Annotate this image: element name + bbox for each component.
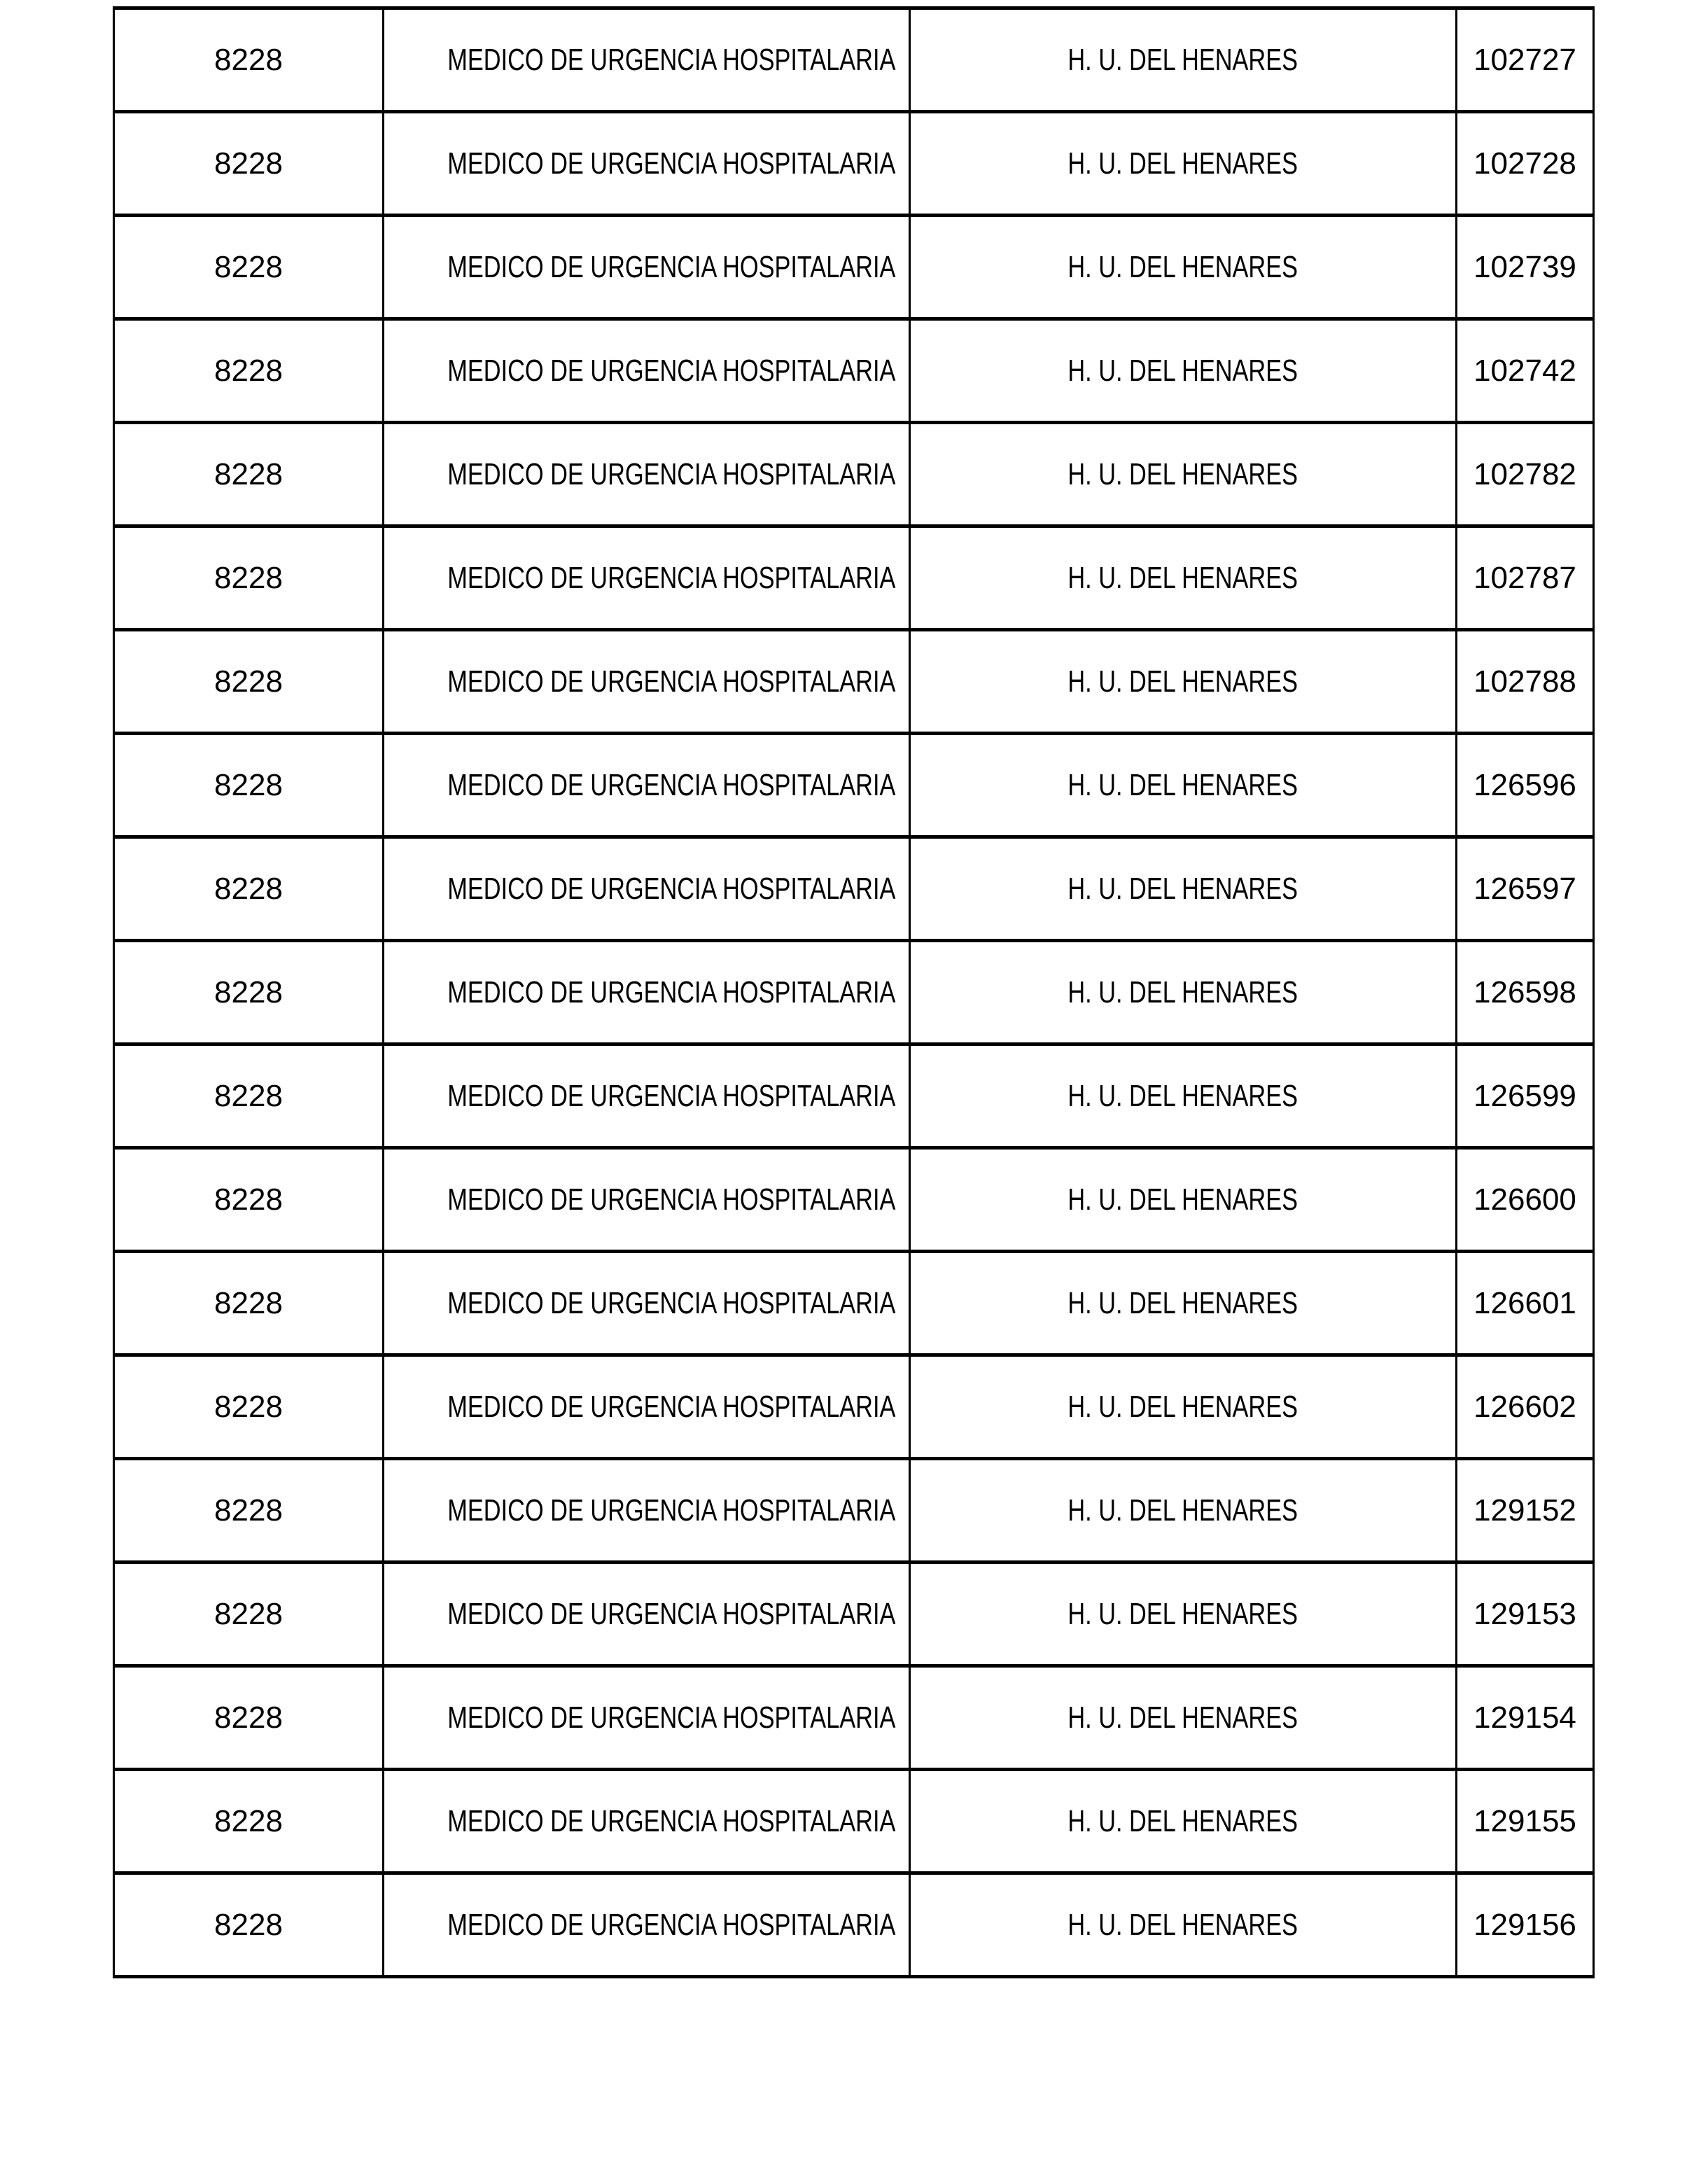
hospital-name-text: H. U. DEL HENARES	[1068, 249, 1298, 284]
category-code-text: 8228	[214, 1182, 283, 1217]
cell-position-title	[384, 837, 910, 941]
cell-hospital-name	[910, 1148, 1457, 1252]
position-title-text: MEDICO DE URGENCIA HOSPITALARIA	[447, 1493, 896, 1528]
cell-order-number	[1457, 1563, 1594, 1666]
table-row	[114, 1459, 1594, 1563]
cell-position-title	[384, 1044, 910, 1148]
cell-order-number	[1457, 1873, 1594, 1977]
cell-hospital-name	[910, 423, 1457, 526]
hospital-name-text: H. U. DEL HENARES	[1068, 560, 1298, 595]
category-code-text: 8228	[214, 42, 283, 77]
cell-hospital-name	[910, 1252, 1457, 1355]
position-title-text: MEDICO DE URGENCIA HOSPITALARIA	[447, 146, 896, 181]
cell-hospital-name	[910, 319, 1457, 423]
cell-position-title	[384, 630, 910, 734]
position-title-text: MEDICO DE URGENCIA HOSPITALARIA	[447, 1389, 896, 1424]
cell-category-code	[114, 1770, 384, 1873]
cell-order-number	[1457, 1355, 1594, 1459]
table-row	[114, 526, 1594, 630]
position-title-text: MEDICO DE URGENCIA HOSPITALARIA	[447, 664, 896, 699]
position-title-text: MEDICO DE URGENCIA HOSPITALARIA	[447, 1803, 896, 1838]
position-title-text: MEDICO DE URGENCIA HOSPITALARIA	[447, 871, 896, 906]
cell-position-title	[384, 734, 910, 837]
cell-order-number	[1457, 630, 1594, 734]
cell-hospital-name	[910, 1770, 1457, 1873]
category-code-text: 8228	[214, 249, 283, 284]
hospital-name-text: H. U. DEL HENARES	[1068, 1907, 1298, 1942]
category-code-text: 8228	[214, 1700, 283, 1735]
table-row	[114, 1666, 1594, 1770]
table-row	[114, 837, 1594, 941]
category-code-text: 8228	[214, 974, 283, 1009]
assignments-table-body	[114, 8, 1594, 1977]
table-row	[114, 1873, 1594, 1977]
cell-order-number	[1457, 526, 1594, 630]
position-title-text: MEDICO DE URGENCIA HOSPITALARIA	[447, 767, 896, 802]
cell-category-code	[114, 526, 384, 630]
position-title-text: MEDICO DE URGENCIA HOSPITALARIA	[447, 1907, 896, 1942]
cell-category-code	[114, 8, 384, 112]
table-row	[114, 630, 1594, 734]
cell-category-code	[114, 1148, 384, 1252]
position-title-text: MEDICO DE URGENCIA HOSPITALARIA	[447, 353, 896, 388]
order-number-text: 102782	[1474, 456, 1576, 491]
cell-position-title	[384, 216, 910, 319]
position-title-text: MEDICO DE URGENCIA HOSPITALARIA	[447, 974, 896, 1009]
cell-hospital-name	[910, 526, 1457, 630]
cell-hospital-name	[910, 837, 1457, 941]
category-code-text: 8228	[214, 1078, 283, 1113]
cell-category-code	[114, 1355, 384, 1459]
hospital-name-text: H. U. DEL HENARES	[1068, 1078, 1298, 1113]
hospital-name-text: H. U. DEL HENARES	[1068, 1803, 1298, 1838]
cell-order-number	[1457, 1148, 1594, 1252]
table-row	[114, 1044, 1594, 1148]
cell-position-title	[384, 8, 910, 112]
cell-position-title	[384, 112, 910, 216]
cell-position-title	[384, 941, 910, 1044]
order-number-text: 102739	[1474, 249, 1576, 284]
hospital-name-text: H. U. DEL HENARES	[1068, 353, 1298, 388]
cell-hospital-name	[910, 8, 1457, 112]
category-code-text: 8228	[214, 1493, 283, 1528]
table-row	[114, 112, 1594, 216]
cell-category-code	[114, 112, 384, 216]
cell-position-title	[384, 423, 910, 526]
category-code-text: 8228	[214, 1285, 283, 1320]
hospital-name-text: H. U. DEL HENARES	[1068, 1493, 1298, 1528]
hospital-name-text: H. U. DEL HENARES	[1068, 456, 1298, 491]
position-title-text: MEDICO DE URGENCIA HOSPITALARIA	[447, 1285, 896, 1320]
category-code-text: 8228	[214, 353, 283, 388]
order-number-text: 126601	[1474, 1285, 1576, 1320]
category-code-text: 8228	[214, 664, 283, 699]
order-number-text: 126602	[1474, 1389, 1576, 1424]
hospital-name-text: H. U. DEL HENARES	[1068, 871, 1298, 906]
cell-hospital-name	[910, 630, 1457, 734]
order-number-text: 126599	[1474, 1078, 1576, 1113]
cell-order-number	[1457, 423, 1594, 526]
hospital-name-text: H. U. DEL HENARES	[1068, 1285, 1298, 1320]
hospital-name-text: H. U. DEL HENARES	[1068, 1389, 1298, 1424]
hospital-name-text: H. U. DEL HENARES	[1068, 767, 1298, 802]
table-row	[114, 1148, 1594, 1252]
order-number-text: 102787	[1474, 560, 1576, 595]
cell-position-title	[384, 1770, 910, 1873]
cell-position-title	[384, 1148, 910, 1252]
position-title-text: MEDICO DE URGENCIA HOSPITALARIA	[447, 1078, 896, 1113]
cell-hospital-name	[910, 1563, 1457, 1666]
cell-category-code	[114, 319, 384, 423]
table-row	[114, 1563, 1594, 1666]
order-number-text: 126600	[1474, 1182, 1576, 1217]
order-number-text: 129155	[1474, 1803, 1576, 1838]
cell-category-code	[114, 941, 384, 1044]
category-code-text: 8228	[214, 1907, 283, 1942]
hospital-name-text: H. U. DEL HENARES	[1068, 664, 1298, 699]
assignments-table	[113, 6, 1595, 1978]
table-row	[114, 734, 1594, 837]
cell-hospital-name	[910, 1666, 1457, 1770]
cell-position-title	[384, 1355, 910, 1459]
cell-hospital-name	[910, 216, 1457, 319]
cell-category-code	[114, 1873, 384, 1977]
cell-hospital-name	[910, 112, 1457, 216]
order-number-text: 102742	[1474, 353, 1576, 388]
category-code-text: 8228	[214, 1596, 283, 1631]
cell-category-code	[114, 216, 384, 319]
cell-category-code	[114, 1666, 384, 1770]
cell-hospital-name	[910, 941, 1457, 1044]
table-row	[114, 423, 1594, 526]
table-row	[114, 216, 1594, 319]
order-number-text: 129152	[1474, 1493, 1576, 1528]
position-title-text: MEDICO DE URGENCIA HOSPITALARIA	[447, 1596, 896, 1631]
table-row	[114, 941, 1594, 1044]
cell-category-code	[114, 1044, 384, 1148]
cell-order-number	[1457, 837, 1594, 941]
cell-category-code	[114, 1459, 384, 1563]
cell-order-number	[1457, 1666, 1594, 1770]
category-code-text: 8228	[214, 560, 283, 595]
order-number-text: 126596	[1474, 767, 1576, 802]
cell-order-number	[1457, 1459, 1594, 1563]
cell-position-title	[384, 1252, 910, 1355]
cell-position-title	[384, 1666, 910, 1770]
cell-category-code	[114, 837, 384, 941]
category-code-text: 8228	[214, 767, 283, 802]
order-number-text: 129156	[1474, 1907, 1576, 1942]
category-code-text: 8228	[214, 456, 283, 491]
cell-order-number	[1457, 8, 1594, 112]
table-row	[114, 1252, 1594, 1355]
order-number-text: 129154	[1474, 1700, 1576, 1735]
cell-hospital-name	[910, 1044, 1457, 1148]
order-number-text: 102788	[1474, 664, 1576, 699]
cell-position-title	[384, 1459, 910, 1563]
table-row	[114, 319, 1594, 423]
category-code-text: 8228	[214, 871, 283, 906]
cell-position-title	[384, 319, 910, 423]
cell-hospital-name	[910, 1355, 1457, 1459]
cell-category-code	[114, 423, 384, 526]
cell-order-number	[1457, 1252, 1594, 1355]
hospital-name-text: H. U. DEL HENARES	[1068, 1596, 1298, 1631]
cell-category-code	[114, 1252, 384, 1355]
category-code-text: 8228	[214, 1803, 283, 1838]
cell-order-number	[1457, 216, 1594, 319]
table-row	[114, 1355, 1594, 1459]
cell-order-number	[1457, 319, 1594, 423]
cell-category-code	[114, 630, 384, 734]
order-number-text: 126598	[1474, 974, 1576, 1009]
cell-hospital-name	[910, 1873, 1457, 1977]
cell-position-title	[384, 1873, 910, 1977]
order-number-text: 129153	[1474, 1596, 1576, 1631]
cell-hospital-name	[910, 734, 1457, 837]
cell-hospital-name	[910, 1459, 1457, 1563]
hospital-name-text: H. U. DEL HENARES	[1068, 146, 1298, 181]
cell-order-number	[1457, 941, 1594, 1044]
order-number-text: 102728	[1474, 146, 1576, 181]
cell-category-code	[114, 1563, 384, 1666]
hospital-name-text: H. U. DEL HENARES	[1068, 42, 1298, 77]
cell-order-number	[1457, 1770, 1594, 1873]
cell-category-code	[114, 734, 384, 837]
cell-position-title	[384, 526, 910, 630]
position-title-text: MEDICO DE URGENCIA HOSPITALARIA	[447, 560, 896, 595]
hospital-name-text: H. U. DEL HENARES	[1068, 974, 1298, 1009]
position-title-text: MEDICO DE URGENCIA HOSPITALARIA	[447, 42, 896, 77]
order-number-text: 102727	[1474, 42, 1576, 77]
position-title-text: MEDICO DE URGENCIA HOSPITALARIA	[447, 1700, 896, 1735]
cell-order-number	[1457, 112, 1594, 216]
position-title-text: MEDICO DE URGENCIA HOSPITALARIA	[447, 456, 896, 491]
cell-order-number	[1457, 734, 1594, 837]
cell-order-number	[1457, 1044, 1594, 1148]
table-row	[114, 1770, 1594, 1873]
position-title-text: MEDICO DE URGENCIA HOSPITALARIA	[447, 249, 896, 284]
order-number-text: 126597	[1474, 871, 1576, 906]
category-code-text: 8228	[214, 146, 283, 181]
hospital-name-text: H. U. DEL HENARES	[1068, 1700, 1298, 1735]
hospital-name-text: H. U. DEL HENARES	[1068, 1182, 1298, 1217]
table-row	[114, 8, 1594, 112]
position-title-text: MEDICO DE URGENCIA HOSPITALARIA	[447, 1182, 896, 1217]
cell-position-title	[384, 1563, 910, 1666]
category-code-text: 8228	[214, 1389, 283, 1424]
